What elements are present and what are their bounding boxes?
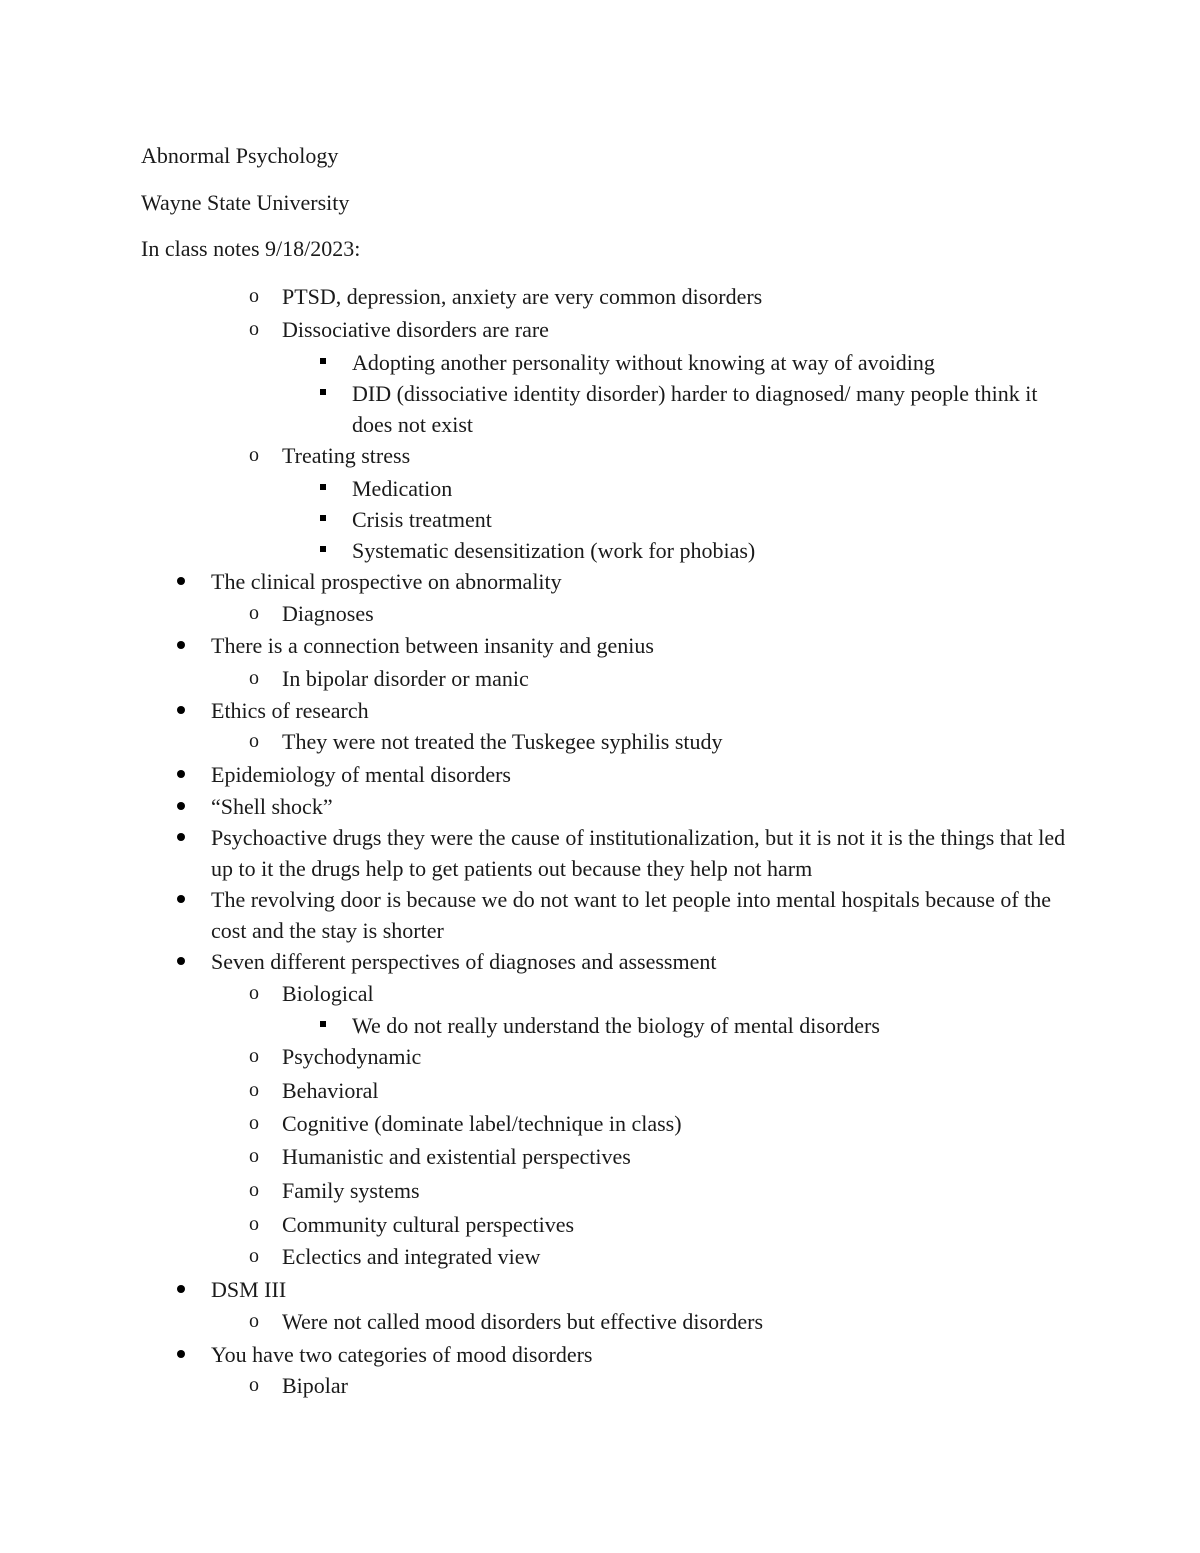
list-item-text: Diagnoses xyxy=(282,601,374,626)
list-item-text: There is a connection between insanity and genius xyxy=(211,633,654,658)
bullet-circle-icon: o xyxy=(249,1112,259,1134)
course-title: Abnormal Psychology xyxy=(141,143,339,168)
list-item-text: Adopting another personality without knowing at way of avoiding xyxy=(352,350,935,375)
notes-heading: In class notes 9/18/2023: xyxy=(141,236,361,261)
bullet-circle-icon: o xyxy=(249,602,259,624)
list-item-text: Medication xyxy=(352,476,453,501)
list-item-text: Biological xyxy=(282,981,374,1006)
list-item-text: Humanistic and existential perspectives xyxy=(282,1144,631,1169)
list-item-text: Psychoactive drugs they were the cause of institutionalization, but it is not it is the things that led up to it the drugs help to get patients out because they help not harm xyxy=(211,825,1066,881)
list-item-text: In bipolar disorder or manic xyxy=(282,666,529,691)
list-item-text: DID (dissociative identity disorder) harder to diagnosed/ many people think it does not exist xyxy=(352,381,1038,437)
bullet-circle-icon: o xyxy=(249,1310,259,1332)
bullet-circle-icon: o xyxy=(249,1374,259,1396)
list-item-text: We do not really understand the biology of mental disorders xyxy=(352,1013,880,1038)
list-item-text: Behavioral xyxy=(282,1078,379,1103)
bullet-circle-icon: o xyxy=(249,730,259,752)
list-item-text: Crisis treatment xyxy=(352,507,492,532)
list-item-text: Epidemiology of mental disorders xyxy=(211,762,511,787)
list-item-text: Dissociative disorders are rare xyxy=(282,317,549,342)
list-item-text: They were not treated the Tuskegee syphilis study xyxy=(282,729,723,754)
bullet-circle-icon: o xyxy=(249,1179,259,1201)
list-item-text: The clinical prospective on abnormality xyxy=(211,569,562,594)
list-item-text: Ethics of research xyxy=(211,698,369,723)
bullet-circle-icon: o xyxy=(249,1213,259,1235)
list-item-text: Seven different perspectives of diagnoses and assessment xyxy=(211,949,717,974)
list-item-text: Treating stress xyxy=(282,443,411,468)
bullet-circle-icon: o xyxy=(249,1145,259,1167)
list-item-text: Systematic desensitization (work for phobias) xyxy=(352,538,756,563)
bullet-circle-icon: o xyxy=(249,1079,259,1101)
list-item-text: Bipolar xyxy=(282,1373,348,1398)
bullet-circle-icon: o xyxy=(249,285,259,307)
list-item-text: PTSD, depression, anxiety are very common disorders xyxy=(282,284,763,309)
school-name: Wayne State University xyxy=(141,190,350,215)
list-item-text: The revolving door is because we do not want to let people into mental hospitals because of the cost and the stay is shorter xyxy=(211,887,1052,943)
list-item-text: Cognitive (dominate label/technique in class) xyxy=(282,1111,682,1136)
list-item-text: You have two categories of mood disorders xyxy=(211,1342,593,1367)
list-item-text: Community cultural perspectives xyxy=(282,1212,575,1237)
bullet-circle-icon: o xyxy=(249,1045,259,1067)
bullet-circle-icon: o xyxy=(249,1245,259,1267)
list-item-text: Psychodynamic xyxy=(282,1044,422,1069)
bullet-circle-icon: o xyxy=(249,667,259,689)
list-item-text: Eclectics and integrated view xyxy=(282,1244,541,1269)
bullet-circle-icon: o xyxy=(249,318,259,340)
list-item-text: Were not called mood disorders but effective disorders xyxy=(282,1309,764,1334)
list-item-text: Family systems xyxy=(282,1178,420,1203)
bullet-circle-icon: o xyxy=(249,982,259,1004)
bullet-circle-icon: o xyxy=(249,444,259,466)
list-item-text: “Shell shock” xyxy=(211,794,333,819)
list-item-text: DSM III xyxy=(211,1277,287,1302)
